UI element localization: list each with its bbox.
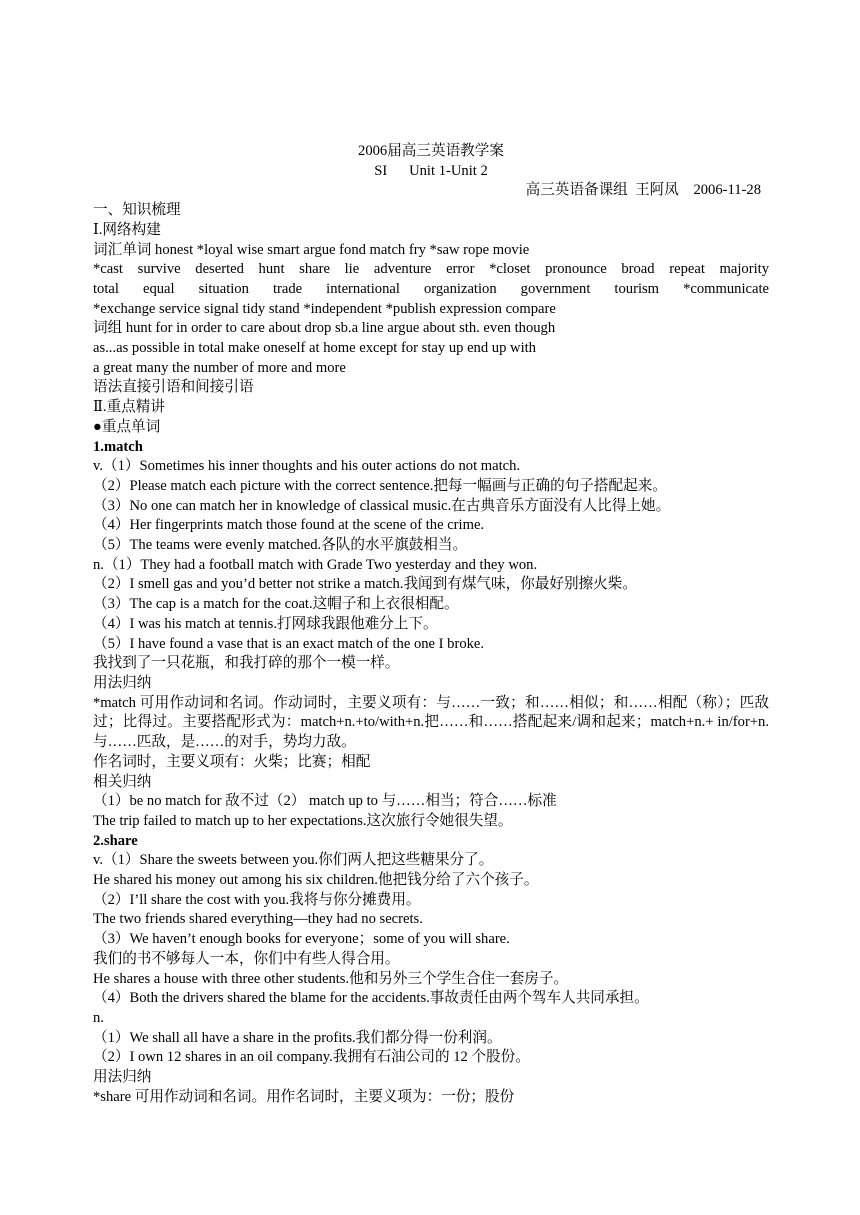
example-line: （2）I smell gas and you’d better not strike a match.我闻到有煤气味，你最好别擦火柴。 [93,576,637,593]
related-line: （1）be no match for 敌不过（2） match up to 与……相当；符合……标准 [93,793,557,810]
example-line: （2）I’ll share the cost with you.我将与你分摊费用。 [93,891,421,908]
usage-heading: 用法归纳 [93,1069,152,1086]
example-line: （2）Please match each picture with the correct sentence.把每一幅画与正确的句子搭配起来。 [93,477,667,494]
example-line: （1）We shall all have a share in the profits.我们都分得一份利润。 [93,1029,502,1046]
subsection-heading: Ⅱ.重点精讲 [93,399,165,416]
example-line: （3）No one can match her in knowledge of classical music.在古典音乐方面没有人比得上她。 [93,497,671,514]
phrase-line: as...as possible in total make oneself at home except for stay up end up with [93,340,536,357]
key-words-heading: ●重点单词 [93,418,161,435]
example-line: He shares a house with three other students.他和另外三个学生合住一套房子。 [93,970,569,987]
related-heading: 相关归纳 [93,773,152,790]
phrase-line: 词组 hunt for in order to care about drop sb.a line argue about sth. even though [93,320,556,337]
example-line: （5）I have found a vase that is an exact match of the one I broke. [93,635,485,652]
noun-label: n. [93,1009,104,1026]
vocab-line: *exchange service signal tidy stand *independent *publish expression compare [93,300,556,317]
example-line: The trip failed to match up to her expectations.这次旅行令她很失望。 [93,812,513,829]
document-page [93,142,769,1107]
doc-unit: SI Unit 1-Unit 2 [374,162,488,179]
subsection-heading: Ⅰ.网络构建 [93,221,161,238]
vocab-line: 词汇单词 honest *loyal wise smart argue fond match fry *saw rope movie [93,241,530,258]
example-line: 我找到了一只花瓶，和我打碎的那个一模一样。 [93,655,400,672]
doc-title: 2006届高三英语教学案 [358,143,504,159]
usage-line: 作名词时，主要义项有：火柴；比赛；相配 [93,753,371,770]
example-line: （5）The teams were evenly matched.各队的水平旗鼓相当。 [93,537,468,554]
phrase-line: a great many the number of more and more [93,359,346,376]
example-line: 我们的书不够每人一本，你们中有些人得合用。 [93,950,400,967]
doc-author-date: 高三英语备课组 王阿凤 2006-11-28 [525,182,761,199]
vocab-line: total equal situation trade international organization government tourism *communicate [93,280,769,297]
example-line: He shared his money out among his six children.他把钱分给了六个孩子。 [93,872,539,889]
grammar-line: 语法直接引语和间接引语 [93,379,254,396]
example-line: n.（1）They had a football match with Grade Two yesterday and they won. [93,556,538,573]
example-line: （3）We haven’t enough books for everyone；some of you will share. [93,931,510,948]
word-heading-match: 1.match [93,438,143,455]
example-line: v.（1）Share the sweets between you.你们两人把这些糖果分了。 [93,852,494,869]
section-heading: 一、知识梳理 [93,202,181,219]
example-line: （4）I was his match at tennis.打网球我跟他难分上下。 [93,615,438,632]
example-line: （2）I own 12 shares in an oil company.我拥有石油公司的 12 个股份。 [93,1049,530,1066]
usage-heading: 用法归纳 [93,674,152,691]
usage-line: *share 可用作动词和名词。用作名词时，主要义项为：一份；股份 [93,1088,515,1105]
example-line: v.（1）Sometimes his inner thoughts and his outer actions do not match. [93,458,521,475]
usage-paragraph: *match 可用作动词和名词。作动词时，主要义项有：与……一致；和……相似；和……相配（称）；匹敌过；比得过。主要搭配形式为：match+n.+to/with+n.把……和……搭配起来/调和起来；match+n.+ in/for+n.与……匹敌，是……的对手，势均力敌。 [93,694,769,751]
example-line: The two friends shared everything—they had no secrets. [93,911,423,928]
example-line: （4）Her fingerprints match those found at the scene of the crime. [93,517,485,534]
vocab-line: *cast survive deserted hunt share lie adventure error *closet pronounce broad repeat majority [93,261,769,278]
example-line: （3）The cap is a match for the coat.这帽子和上衣很相配。 [93,596,459,613]
word-heading-share: 2.share [93,832,138,849]
example-line: （4）Both the drivers shared the blame for the accidents.事故责任由两个驾车人共同承担。 [93,990,649,1007]
